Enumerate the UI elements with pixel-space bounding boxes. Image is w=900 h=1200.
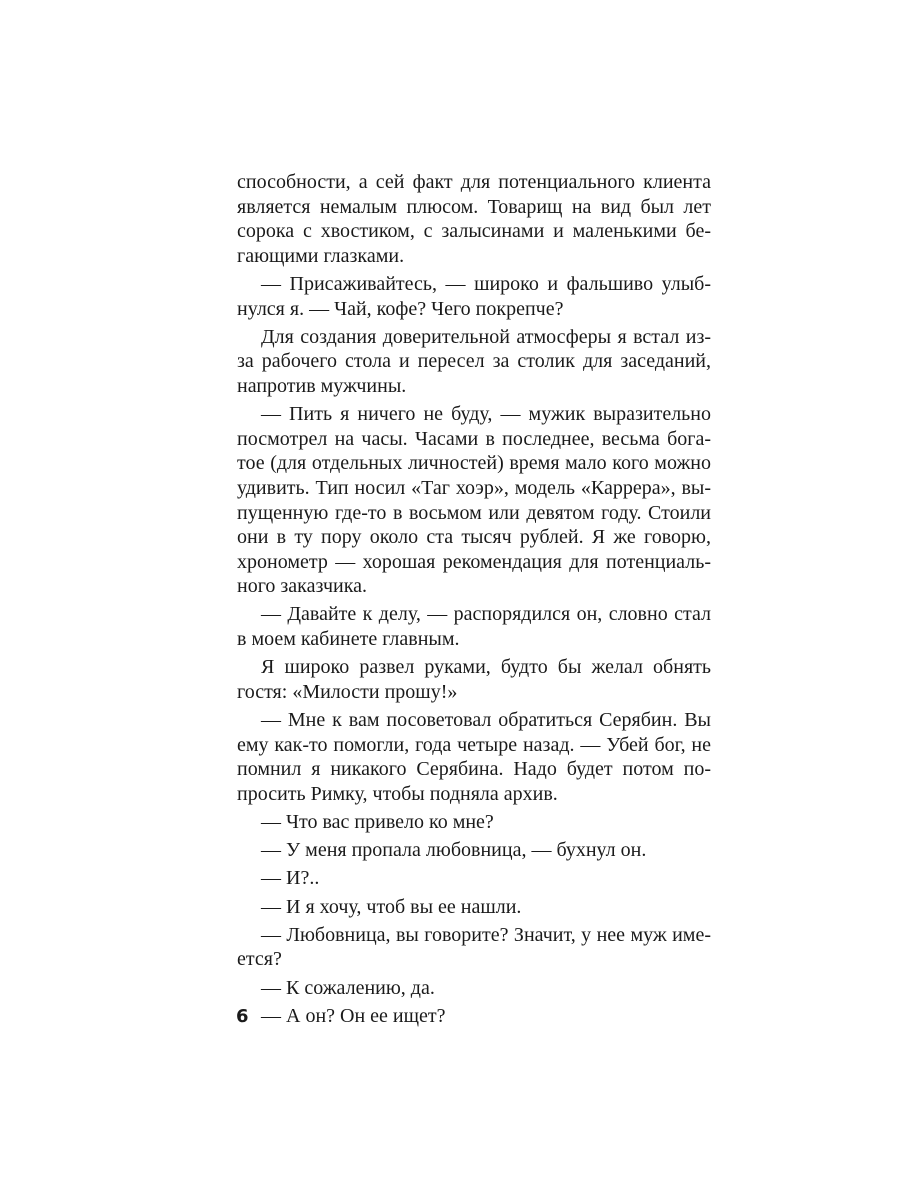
text-paragraph bbox=[237, 602, 711, 651]
text-line: в моем кабинете главным. bbox=[237, 628, 460, 651]
text-line: — Что вас привело ко мне? bbox=[261, 811, 494, 833]
text-line: тое (для отдельных личностей) время мало кого можно bbox=[237, 452, 711, 475]
text-line: за рабочего стола и пересел за столик для заседаний, bbox=[237, 350, 711, 373]
text-line: они в ту пору около ста тысяч рублей. Я же говорю, bbox=[237, 526, 711, 549]
text-line: напротив мужчины. bbox=[237, 374, 407, 397]
text-line: ется? bbox=[237, 948, 282, 971]
text-line: Я широко развел руками, будто бы желал обнять bbox=[261, 656, 711, 679]
text-paragraph bbox=[237, 325, 711, 399]
text-line: — А он? Он ее ищет? bbox=[261, 1004, 446, 1027]
text-line: Для создания доверительной атмосферы я встал из- bbox=[261, 325, 711, 348]
text-paragraph bbox=[237, 866, 711, 891]
text-line: гостя: «Милости прошу!» bbox=[237, 680, 458, 703]
text-line: удивить. Тип носил «Таг хоэр», модель «Каррера», вы- bbox=[237, 476, 711, 499]
text-paragraph bbox=[237, 402, 711, 599]
text-line: — К сожалению, да. bbox=[261, 976, 435, 999]
text-line: гающими глазками. bbox=[237, 244, 405, 267]
text-paragraph bbox=[237, 708, 711, 806]
text-paragraph bbox=[237, 272, 711, 321]
text-line: сорока с хвостиком, с залысинами и маленькими бе- bbox=[237, 220, 711, 243]
text-line: ного заказчика. bbox=[237, 575, 368, 598]
text-paragraph bbox=[237, 976, 711, 1001]
text-line: — У меня пропала любовница, — бухнул он. bbox=[261, 839, 647, 862]
text-line: — Любовница, вы говорите? Значит, у нее муж име- bbox=[261, 923, 711, 946]
text-line: — И?.. bbox=[261, 867, 320, 890]
text-line: просить Римку, чтобы подняла архив. bbox=[237, 782, 558, 805]
text-line: — Мне к вам посоветовал обратиться Серябин. Вы bbox=[261, 709, 711, 732]
page-number: 6 bbox=[236, 1006, 249, 1027]
text-paragraph bbox=[237, 1004, 711, 1029]
text-line: является немалым плюсом. Товарищ на вид был лет bbox=[237, 195, 711, 218]
text-line: — Присаживайтесь, — широко и фальшиво улыб- bbox=[261, 272, 711, 295]
page-body bbox=[237, 170, 711, 1032]
text-line: ему как-то помогли, года четыре назад. — Убей бог, не bbox=[237, 733, 711, 756]
text-paragraph bbox=[237, 655, 711, 704]
text-paragraph bbox=[237, 923, 711, 972]
text-line: — И я хочу, чтоб вы ее нашли. bbox=[261, 895, 522, 918]
text-paragraph bbox=[237, 810, 711, 835]
text-line: пущенную где-то в восьмом или девятом году. Стоили bbox=[237, 501, 711, 524]
text-line: нулся я. — Чай, кофе? Чего покрепче? bbox=[237, 297, 564, 320]
text-line: — Пить я ничего не буду, — мужик выразительно bbox=[261, 403, 711, 426]
text-line: — Давайте к делу, — распорядился он, словно стал bbox=[261, 603, 711, 626]
text-paragraph bbox=[237, 895, 711, 920]
text-line: помнил я никакого Серябина. Надо будет потом по- bbox=[237, 758, 711, 781]
text-line: хронометр — хорошая рекомендация для потенциаль- bbox=[237, 550, 711, 573]
text-line: способности, а сей факт для потенциального клиента bbox=[237, 171, 711, 193]
text-line: посмотрел на часы. Часами в последнее, весьма бога- bbox=[237, 427, 711, 450]
text-paragraph bbox=[237, 170, 711, 268]
text-paragraph bbox=[237, 838, 711, 863]
